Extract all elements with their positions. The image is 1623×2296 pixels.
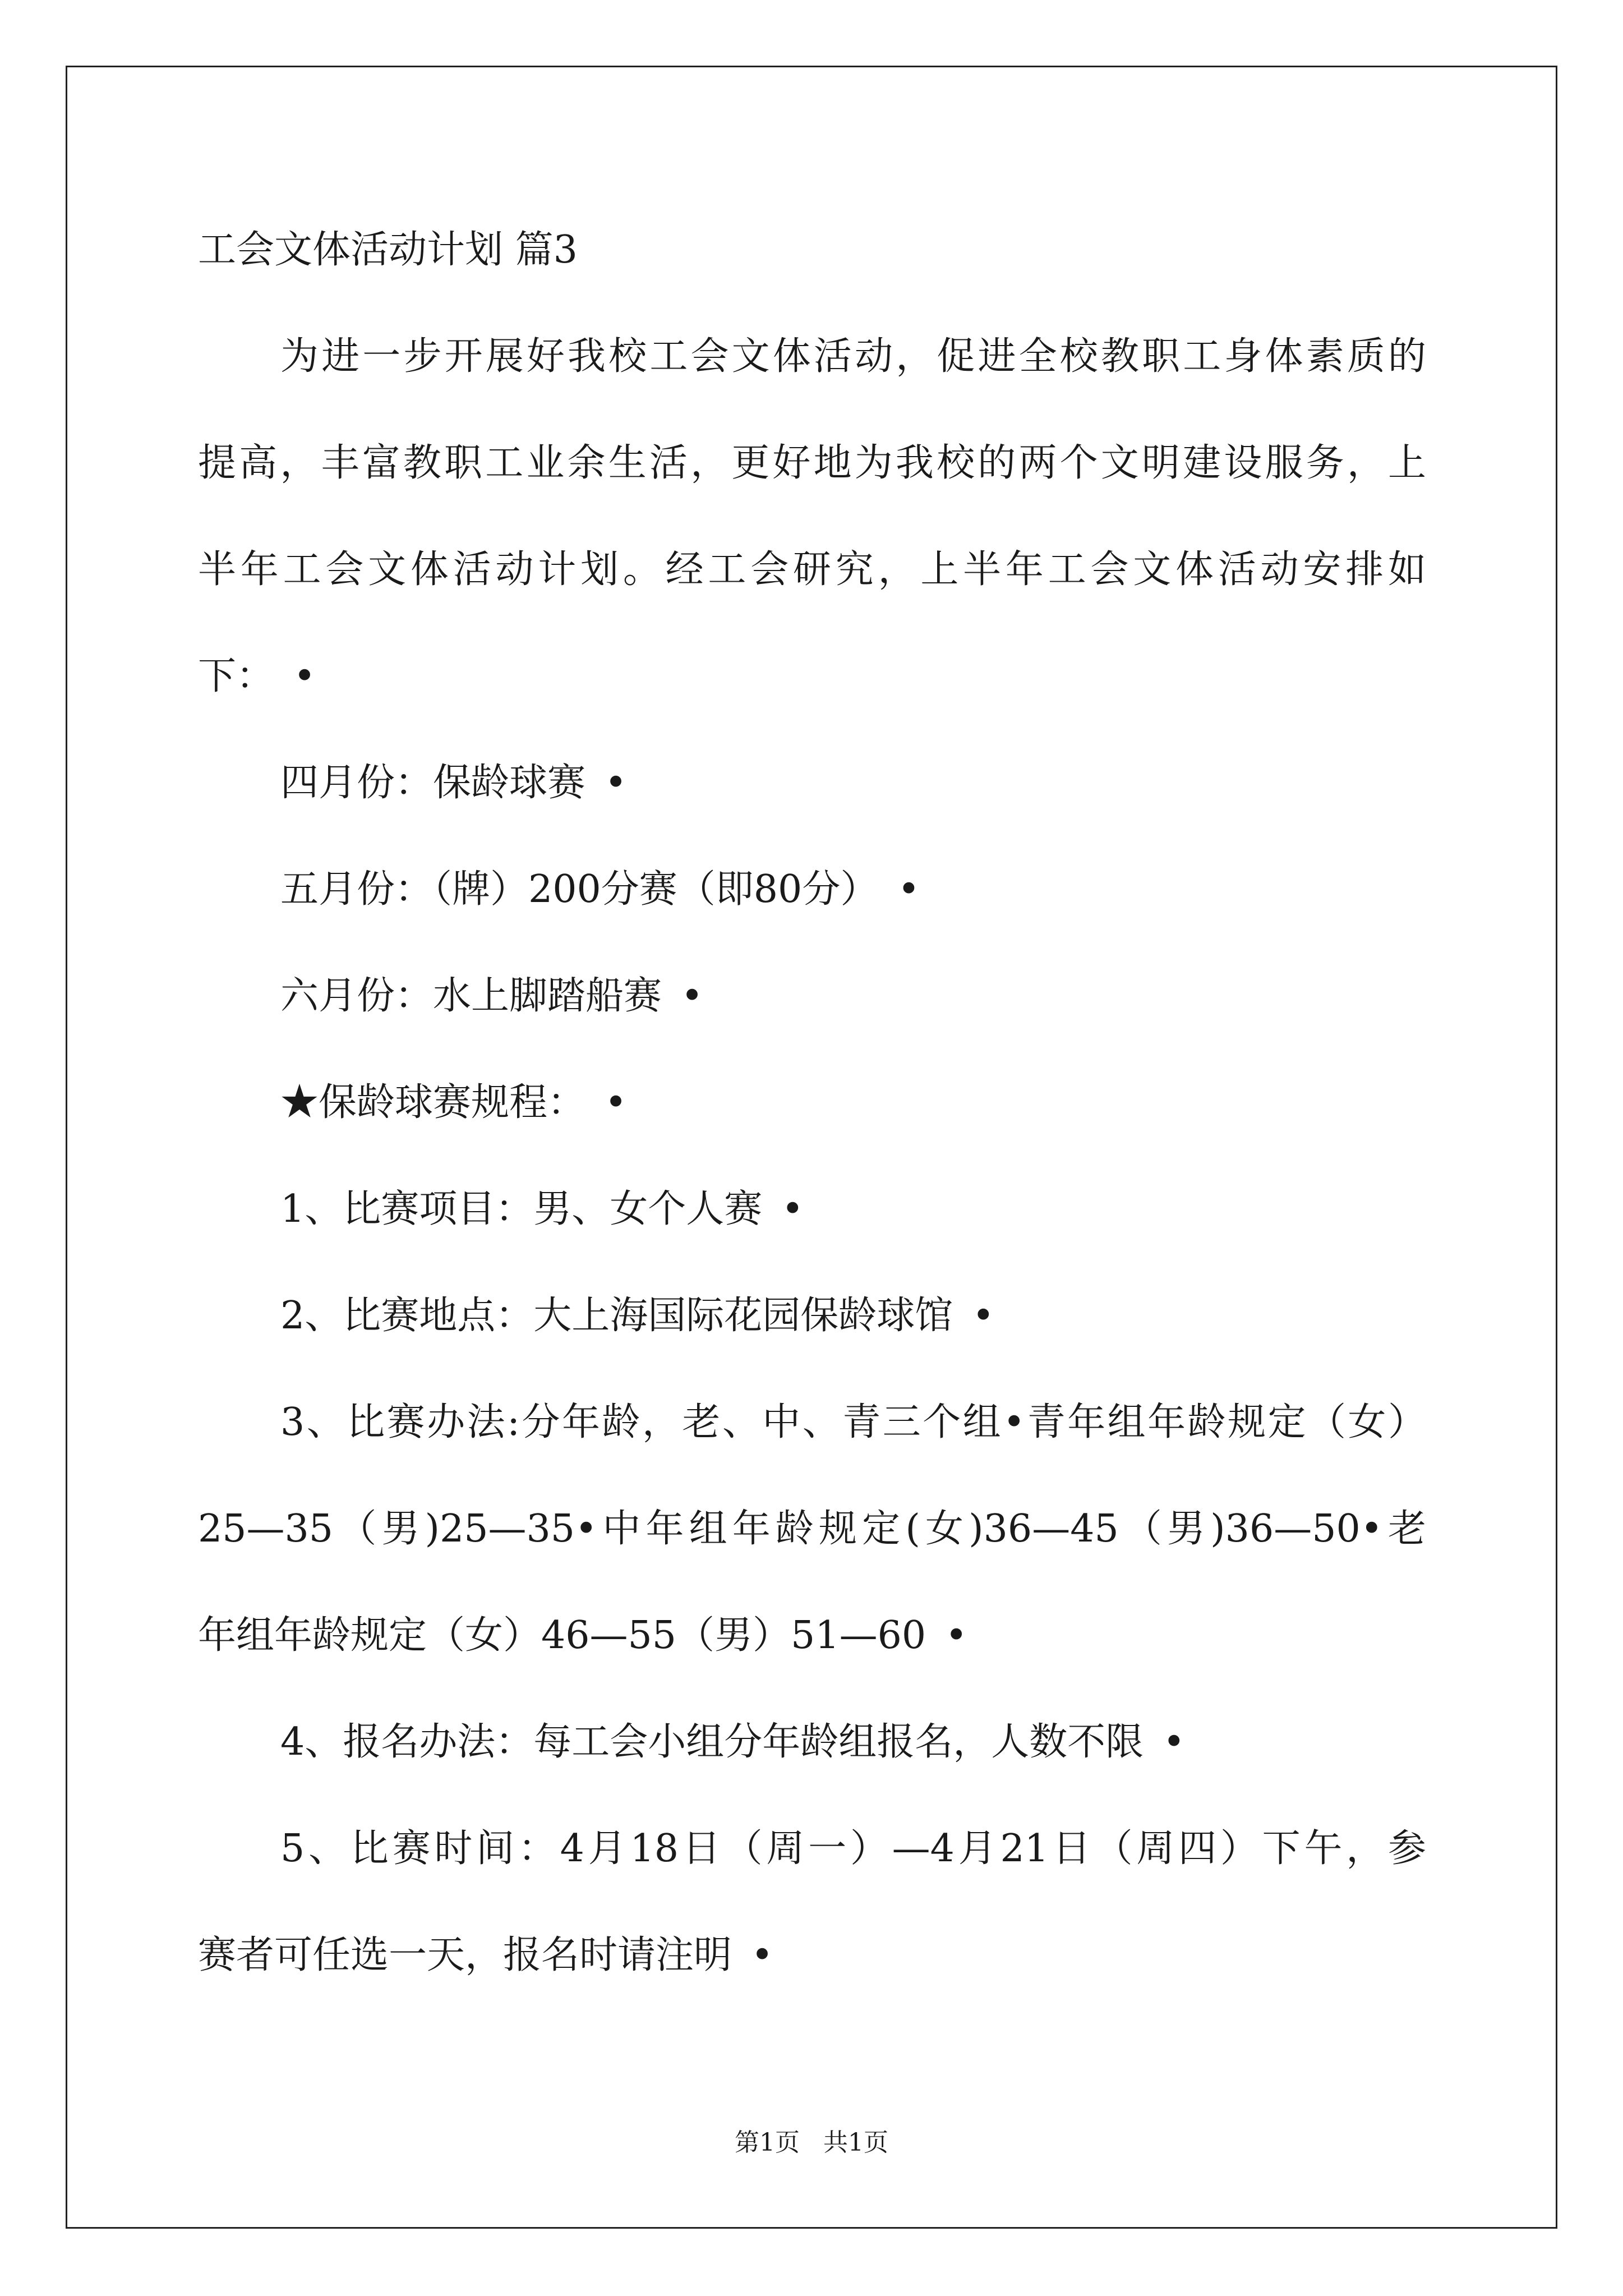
intro-line-1: 为进一步开展好我校工会文体活动，促进全校教职工身体素质的 xyxy=(280,334,1426,379)
page-border xyxy=(66,66,1557,2229)
bullet-mark: • xyxy=(575,1507,598,1551)
rule-5-line-2: 赛者可任选一天，报名时请注明 • xyxy=(198,1933,774,1977)
bullet-mark: • xyxy=(945,1613,968,1658)
intro-line-4: 下： • xyxy=(198,654,316,698)
schedule-may: 五月份：（牌）200分赛（即80分） • xyxy=(280,867,920,912)
bullet-mark: • xyxy=(751,1933,774,1977)
page-footer: 第1页 共1页 xyxy=(735,2128,888,2157)
intro-line-3: 半年工会文体活动计划。经工会研究，上半年工会文体活动安排如 xyxy=(198,547,1426,592)
bullet-mark: • xyxy=(781,1187,804,1231)
rule-2: 2、比赛地点：大上海国际花园保龄球馆 • xyxy=(280,1294,995,1338)
rule-1: 1、比赛项目：男、女个人赛 • xyxy=(280,1187,804,1231)
bullet-mark: • xyxy=(1003,1400,1026,1444)
bullet-mark: • xyxy=(1163,1720,1186,1764)
rule-3-line-3: 年组年龄规定（女）46—55（男）51—60 • xyxy=(198,1613,968,1658)
bullet-mark: • xyxy=(1360,1507,1383,1551)
bullet-mark: • xyxy=(605,1080,628,1125)
schedule-april: 四月份：保龄球赛 • xyxy=(280,761,628,805)
bullet-mark: • xyxy=(972,1294,995,1338)
schedule-june: 六月份：水上脚踏船赛 • xyxy=(280,974,704,1018)
bullet-mark: • xyxy=(605,761,628,805)
intro-line-2: 提高，丰富教职工业余生活，更好地为我校的两个文明建设服务，上 xyxy=(198,441,1426,485)
rule-5-line-1: 5、比赛时间：4月18日（周一）—4月21日（周四）下午，参 xyxy=(280,1826,1426,1871)
rules-heading: ★保龄球赛规程： • xyxy=(280,1080,628,1125)
bullet-mark: • xyxy=(681,974,704,1018)
bullet-mark: • xyxy=(293,654,316,698)
rule-3-line-1: 3、比赛办法:分年龄，老、中、青三个组•青年组年龄规定（女） xyxy=(280,1400,1426,1444)
rule-3-line-2: 25—35（男)25—35•中年组年龄规定(女)36—45（男)36—50•老 xyxy=(198,1507,1427,1551)
bullet-mark: • xyxy=(897,867,920,912)
rule-4: 4、报名办法：每工会小组分年龄组报名，人数不限 • xyxy=(280,1720,1186,1764)
document-title: 工会文体活动计划 篇3 xyxy=(198,228,578,272)
